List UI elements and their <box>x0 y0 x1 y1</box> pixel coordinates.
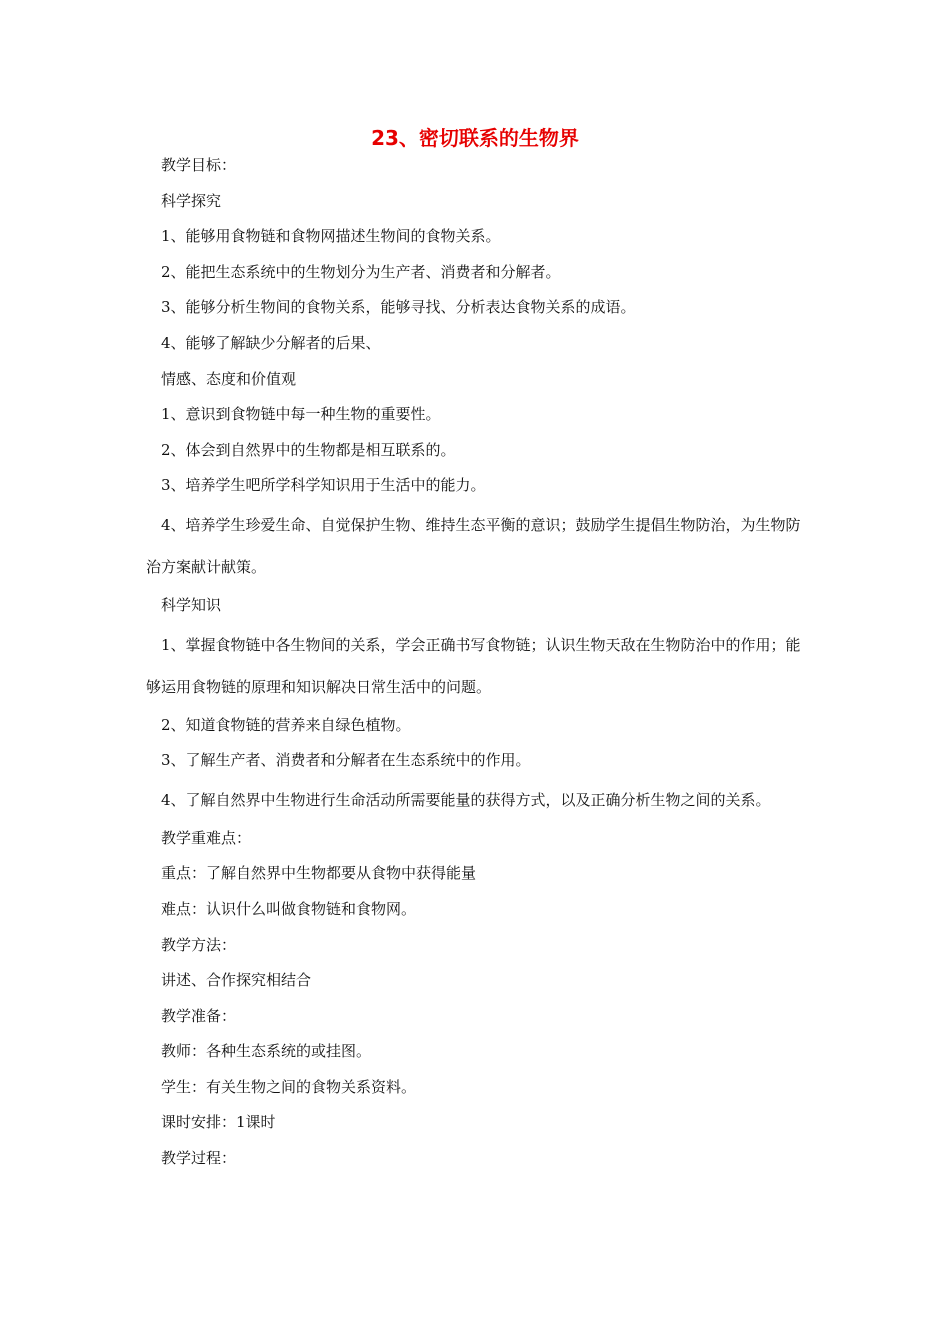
paragraph-attitude-3: 3、培养学生吧所学科学知识用于生活中的能力。 <box>161 476 486 495</box>
paragraph-knowledge-1: 1、掌握食物链中各生物间的关系，学会正确书写食物链；认识生物天敌在生物防治中的作用；能够运用食物链的原理和知识解决日常生活中的问题。 <box>146 635 801 696</box>
paragraph-teacher-preparation: 教师：各种生态系统的或挂图。 <box>161 1042 372 1061</box>
paragraph-knowledge-2: 2、知道食物链的营养来自绿色植物。 <box>161 715 411 734</box>
document-body <box>146 148 808 1177</box>
paragraph-heading-science-inquiry: 科学探究 <box>161 191 222 210</box>
paragraph-key-point: 重点：了解自然界中生物都要从食物中获得能量 <box>161 864 477 883</box>
paragraph-teaching-objectives: 教学目标： <box>161 156 237 174</box>
paragraph-key-difficult-points: 教学重难点： <box>161 828 252 847</box>
paragraph-teaching-preparation: 教学准备： <box>161 1006 237 1025</box>
paragraph-attitude-4: 4、培养学生珍爱生命、自觉保护生物、维持生态平衡的意识；鼓励学生提倡生物防治，为生物防治方案献计献策。 <box>146 515 801 576</box>
paragraph-attitude-1: 1、意识到食物链中每一种生物的重要性。 <box>161 405 441 424</box>
paragraph-inquiry-4: 4、能够了解缺少分解者的后果、 <box>161 333 381 352</box>
paragraph-difficult-point: 难点：认识什么叫做食物链和食物网。 <box>161 899 417 918</box>
paragraph-methods-detail: 讲述、合作探究相结合 <box>161 971 312 990</box>
paragraph-inquiry-1: 1、能够用食物链和食物网描述生物间的食物关系。 <box>161 227 501 246</box>
paragraph-teaching-methods: 教学方法： <box>161 935 237 954</box>
paragraph-attitude-2: 2、体会到自然界中的生物都是相互联系的。 <box>161 440 456 459</box>
paragraph-heading-science-knowledge: 科学知识 <box>161 595 222 614</box>
paragraph-class-hours: 课时安排：1课时 <box>161 1113 276 1132</box>
document-title: 23、密切联系的生物界 <box>371 126 579 150</box>
paragraph-student-preparation: 学生：有关生物之间的食物关系资料。 <box>161 1077 417 1096</box>
paragraph-heading-attitudes: 情感、态度和价值观 <box>161 369 297 388</box>
paragraph-knowledge-3: 3、了解生产者、消费者和分解者在生态系统中的作用。 <box>161 751 531 770</box>
paragraph-inquiry-3: 3、能够分析生物间的食物关系，能够寻找、分析表达食物关系的成语。 <box>161 298 636 317</box>
paragraph-knowledge-4: 4、了解自然界中生物进行生命活动所需要能量的获得方式，以及正确分析生物之间的关系。 <box>161 790 771 809</box>
paragraph-inquiry-2: 2、能把生态系统中的生物划分为生产者、消费者和分解者。 <box>161 262 561 281</box>
paragraph-teaching-process: 教学过程： <box>161 1149 237 1168</box>
